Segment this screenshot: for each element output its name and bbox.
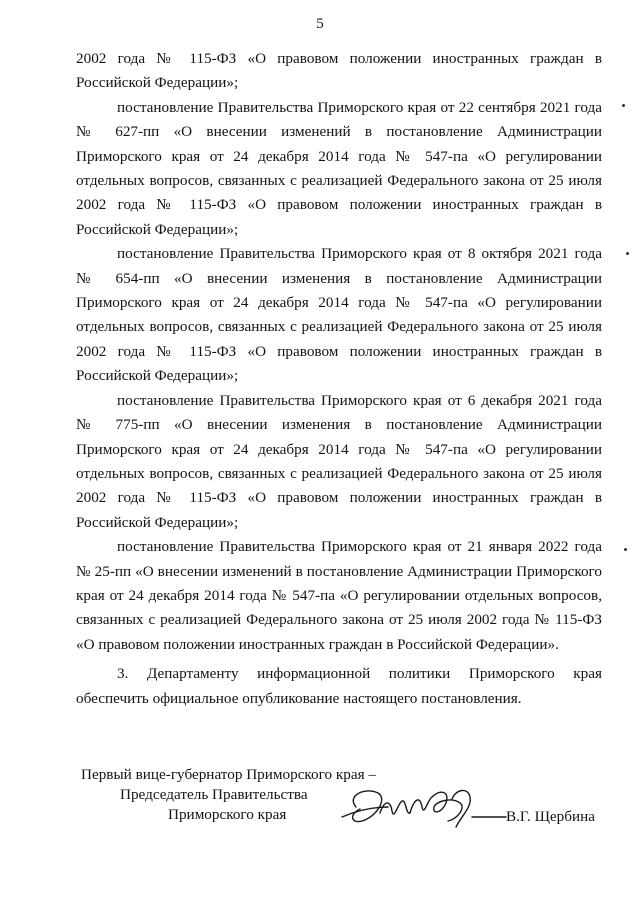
- scan-edge-mark: [626, 252, 629, 255]
- paragraph-item-3: 3. Департаменту информационной политики Приморского края обеспечить официальное опубликование настоящего постановления.: [76, 665, 602, 707]
- signatory-title-line1: Первый вице-губернатор Приморского края –: [81, 766, 376, 783]
- paragraph-resolution-25: постановление Правительства Приморского края от 21 января 2022 года № 25-пп «О внесении изменений в постановление Администрации Приморского края от 24 декабря 2014 года № 547-па «О регулировании отдельных вопросов, связанных с реализацией Федерального закона от 25 июля 2002 года № 115-ФЗ «О правовом положении иностранных граждан в Российской Федерации».: [76, 538, 602, 653]
- paragraph-resolution-775: постановление Правительства Приморского края от 6 декабря 2021 года № 775-пп «О внесении изменения в постановление Администрации Приморского края от 24 декабря 2014 года № 547-па «О регулировании отдельных вопросов, связанных с реализацией Федерального закона от 25 июля 2002 года № 115-ФЗ «О правовом положении иностранных граждан в Российской Федерации»;: [76, 391, 602, 531]
- scan-edge-mark: [622, 104, 625, 107]
- signatory-name: В.Г. Щербина: [506, 808, 595, 825]
- handwritten-signature: [336, 777, 508, 837]
- document-body: [76, 47, 602, 711]
- paragraph-continuation: 2002 года № 115-ФЗ «О правовом положении иностранных граждан в Российской Федерации»;: [76, 50, 602, 92]
- paragraph-resolution-627: постановление Правительства Приморского края от 22 сентября 2021 года № 627-пп «О внесении изменений в постановление Администрации Приморского края от 24 декабря 2014 года № 547-па «О регулировании отдельных вопросов, связанных с реализацией Федерального закона от 25 июля 2002 года № 115-ФЗ «О правовом положении иностранных граждан в Российской Федерации»;: [76, 98, 602, 238]
- signature-block: [78, 765, 608, 845]
- signatory-title-line3: Приморского края: [168, 806, 287, 823]
- signatory-title-line2: Председатель Правительства: [120, 786, 308, 803]
- scan-edge-mark: [624, 548, 627, 551]
- paragraph-resolution-654: постановление Правительства Приморского края от 8 октября 2021 года № 654-пп «О внесении изменения в постановление Администрации Приморского края от 24 декабря 2014 года № 547-па «О регулировании отдельных вопросов, связанных с реализацией Федерального закона от 25 июля 2002 года № 115-ФЗ «О правовом положении иностранных граждан в Российской Федерации»;: [76, 245, 602, 385]
- page-number: 5: [316, 16, 324, 32]
